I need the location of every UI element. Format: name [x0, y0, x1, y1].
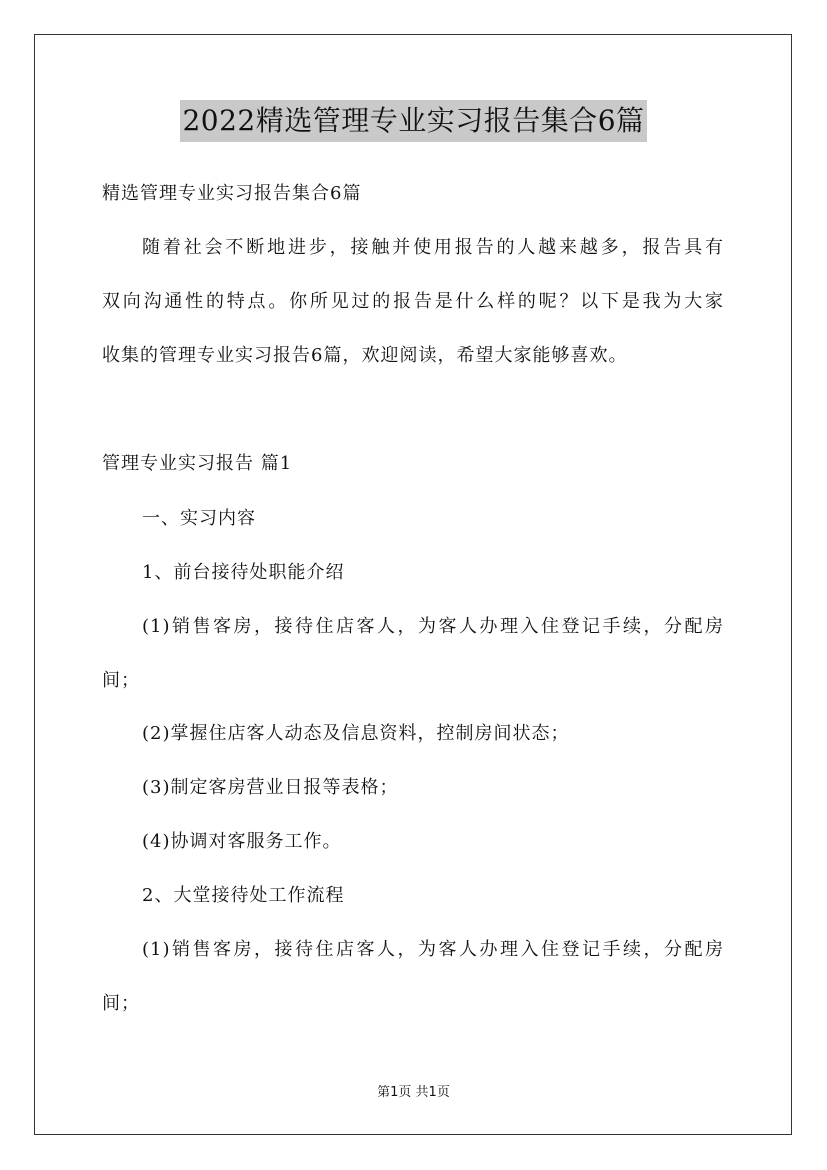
item1-point-4: (4)协调对客服务工作。 [142, 831, 342, 852]
document-title: 2022精选管理专业实习报告集合6篇 [180, 100, 646, 142]
item1-point-1: (1)销售客房，接待住店客人，为客人办理入住登记手续，分配房 [142, 616, 724, 637]
title-container [0, 100, 827, 142]
page-footer: 第1页 共1页 [377, 1085, 450, 1100]
document-subtitle: 精选管理专业实习报告集合6篇 [102, 183, 362, 204]
part-heading: 一、实习内容 [142, 508, 256, 529]
item2-point-1-continued: 间； [102, 993, 140, 1014]
intro-line-1: 随着社会不断地进步，接触并使用报告的人越来越多，报告具有 [142, 237, 724, 258]
item1-point-2: (2)掌握住店客人动态及信息资料，控制房间状态； [142, 723, 570, 744]
item1-point-3: (3)制定客房营业日报等表格； [142, 777, 399, 798]
item1-heading: 1、前台接待处职能介绍 [142, 562, 345, 583]
item1-point-1-continued: 间； [102, 670, 140, 691]
intro-line-3: 收集的管理专业实习报告6篇，欢迎阅读，希望大家能够喜欢。 [102, 345, 628, 366]
item2-heading: 2、大堂接待处工作流程 [142, 885, 345, 906]
intro-line-2: 双向沟通性的特点。你所见过的报告是什么样的呢？以下是我为大家 [102, 291, 724, 312]
section-heading: 管理专业实习报告 篇1 [102, 453, 293, 474]
item2-point-1: (1)销售客房，接待住店客人，为客人办理入住登记手续，分配房 [142, 939, 724, 960]
